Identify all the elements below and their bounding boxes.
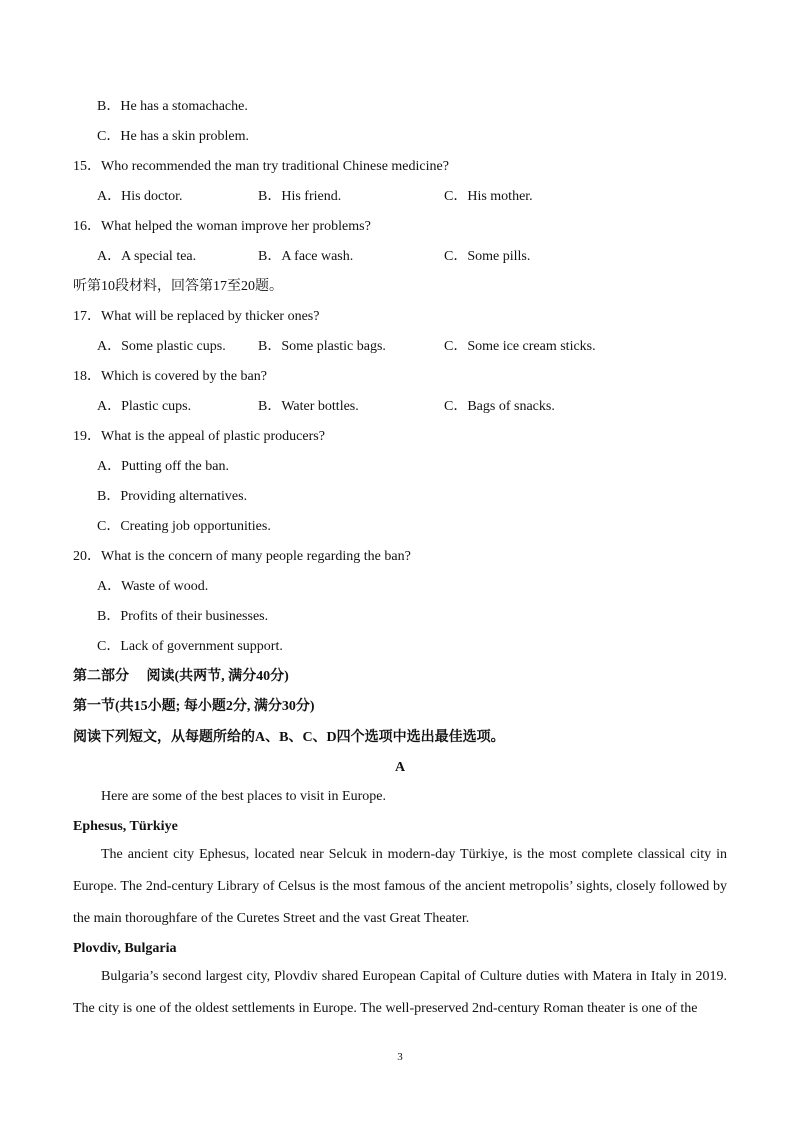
q18-question: 18．Which is covered by the ban? (73, 369, 267, 384)
reading-instruction: 阅读下列短文，从每题所给的A、B、C、D四个选项中选出最佳选项。 (73, 730, 505, 745)
q20-option-b: B．Profits of their businesses. (97, 609, 269, 624)
q17-option-c: C．Some ice cream sticks. (444, 339, 596, 354)
section1-heading: 第一节(共15小题; 每小题2分, 满分30分) (73, 699, 315, 714)
q14-option-c: C．He has a skin problem. (97, 129, 250, 144)
ephesus-text: The ancient city Ephesus, located near Selcuk in modern-day Türkiye, is the most complete classical city in Europe. The 2nd-century Library of Celsus is the most famous of the ancient metropolis’ sights, closely followed by the main thoroughfare of the Curetes Street and the vast Great Theater. (73, 847, 727, 926)
q15-option-c: C．His mother. (444, 189, 533, 204)
q18-option-b: B．Water bottles. (258, 399, 359, 414)
section10-instruction: 听第10段材料，回答第17至20题。 (73, 279, 283, 294)
q17-question: 17．What will be replaced by thicker ones? (73, 309, 320, 324)
plovdiv-text: Bulgaria’s second largest city, Plovdiv shared European Capital of Culture duties with Matera in Italy in 2019. The city is one of the oldest settlements in Europe. The well-preserved 2nd-century Roman theater is one of the (73, 969, 727, 1016)
page-number: 3 (397, 1051, 403, 1063)
passage-intro: Here are some of the best places to visit in Europe. (101, 789, 386, 804)
q19-option-a: A．Putting off the ban. (97, 459, 229, 474)
q18-option-c: C．Bags of snacks. (444, 399, 555, 414)
q16-option-b: B．A face wash. (258, 249, 354, 264)
q18-option-a: A．Plastic cups. (97, 399, 192, 414)
ephesus-paragraph (73, 839, 727, 935)
q16-question: 16．What helped the woman improve her problems? (73, 219, 371, 234)
q20-question: 20．What is the concern of many people regarding the ban? (73, 549, 411, 564)
q16-option-c: C．Some pills. (444, 249, 531, 264)
passage-label: A (394, 760, 406, 775)
ephesus-title: Ephesus, Türkiye (73, 819, 178, 834)
q19-option-b: B．Providing alternatives. (97, 489, 248, 504)
q15-option-b: B．His friend. (258, 189, 342, 204)
q19-option-c: C．Creating job opportunities. (97, 519, 271, 534)
part2-heading: 第二部分 阅读(共两节, 满分40分) (73, 669, 289, 684)
q20-option-c: C．Lack of government support. (97, 639, 283, 654)
q17-option-b: B．Some plastic bags. (258, 339, 386, 354)
q19-question: 19．What is the appeal of plastic producers? (73, 429, 325, 444)
q15-question: 15．Who recommended the man try traditional Chinese medicine? (73, 159, 449, 174)
q15-option-a: A．His doctor. (97, 189, 183, 204)
plovdiv-paragraph (73, 961, 727, 1025)
q16-option-a: A．A special tea. (97, 249, 197, 264)
plovdiv-title: Plovdiv, Bulgaria (73, 941, 177, 956)
q14-option-b: B．He has a stomachache. (97, 99, 248, 114)
q17-option-a: A．Some plastic cups. (97, 339, 226, 354)
q20-option-a: A．Waste of wood. (97, 579, 209, 594)
